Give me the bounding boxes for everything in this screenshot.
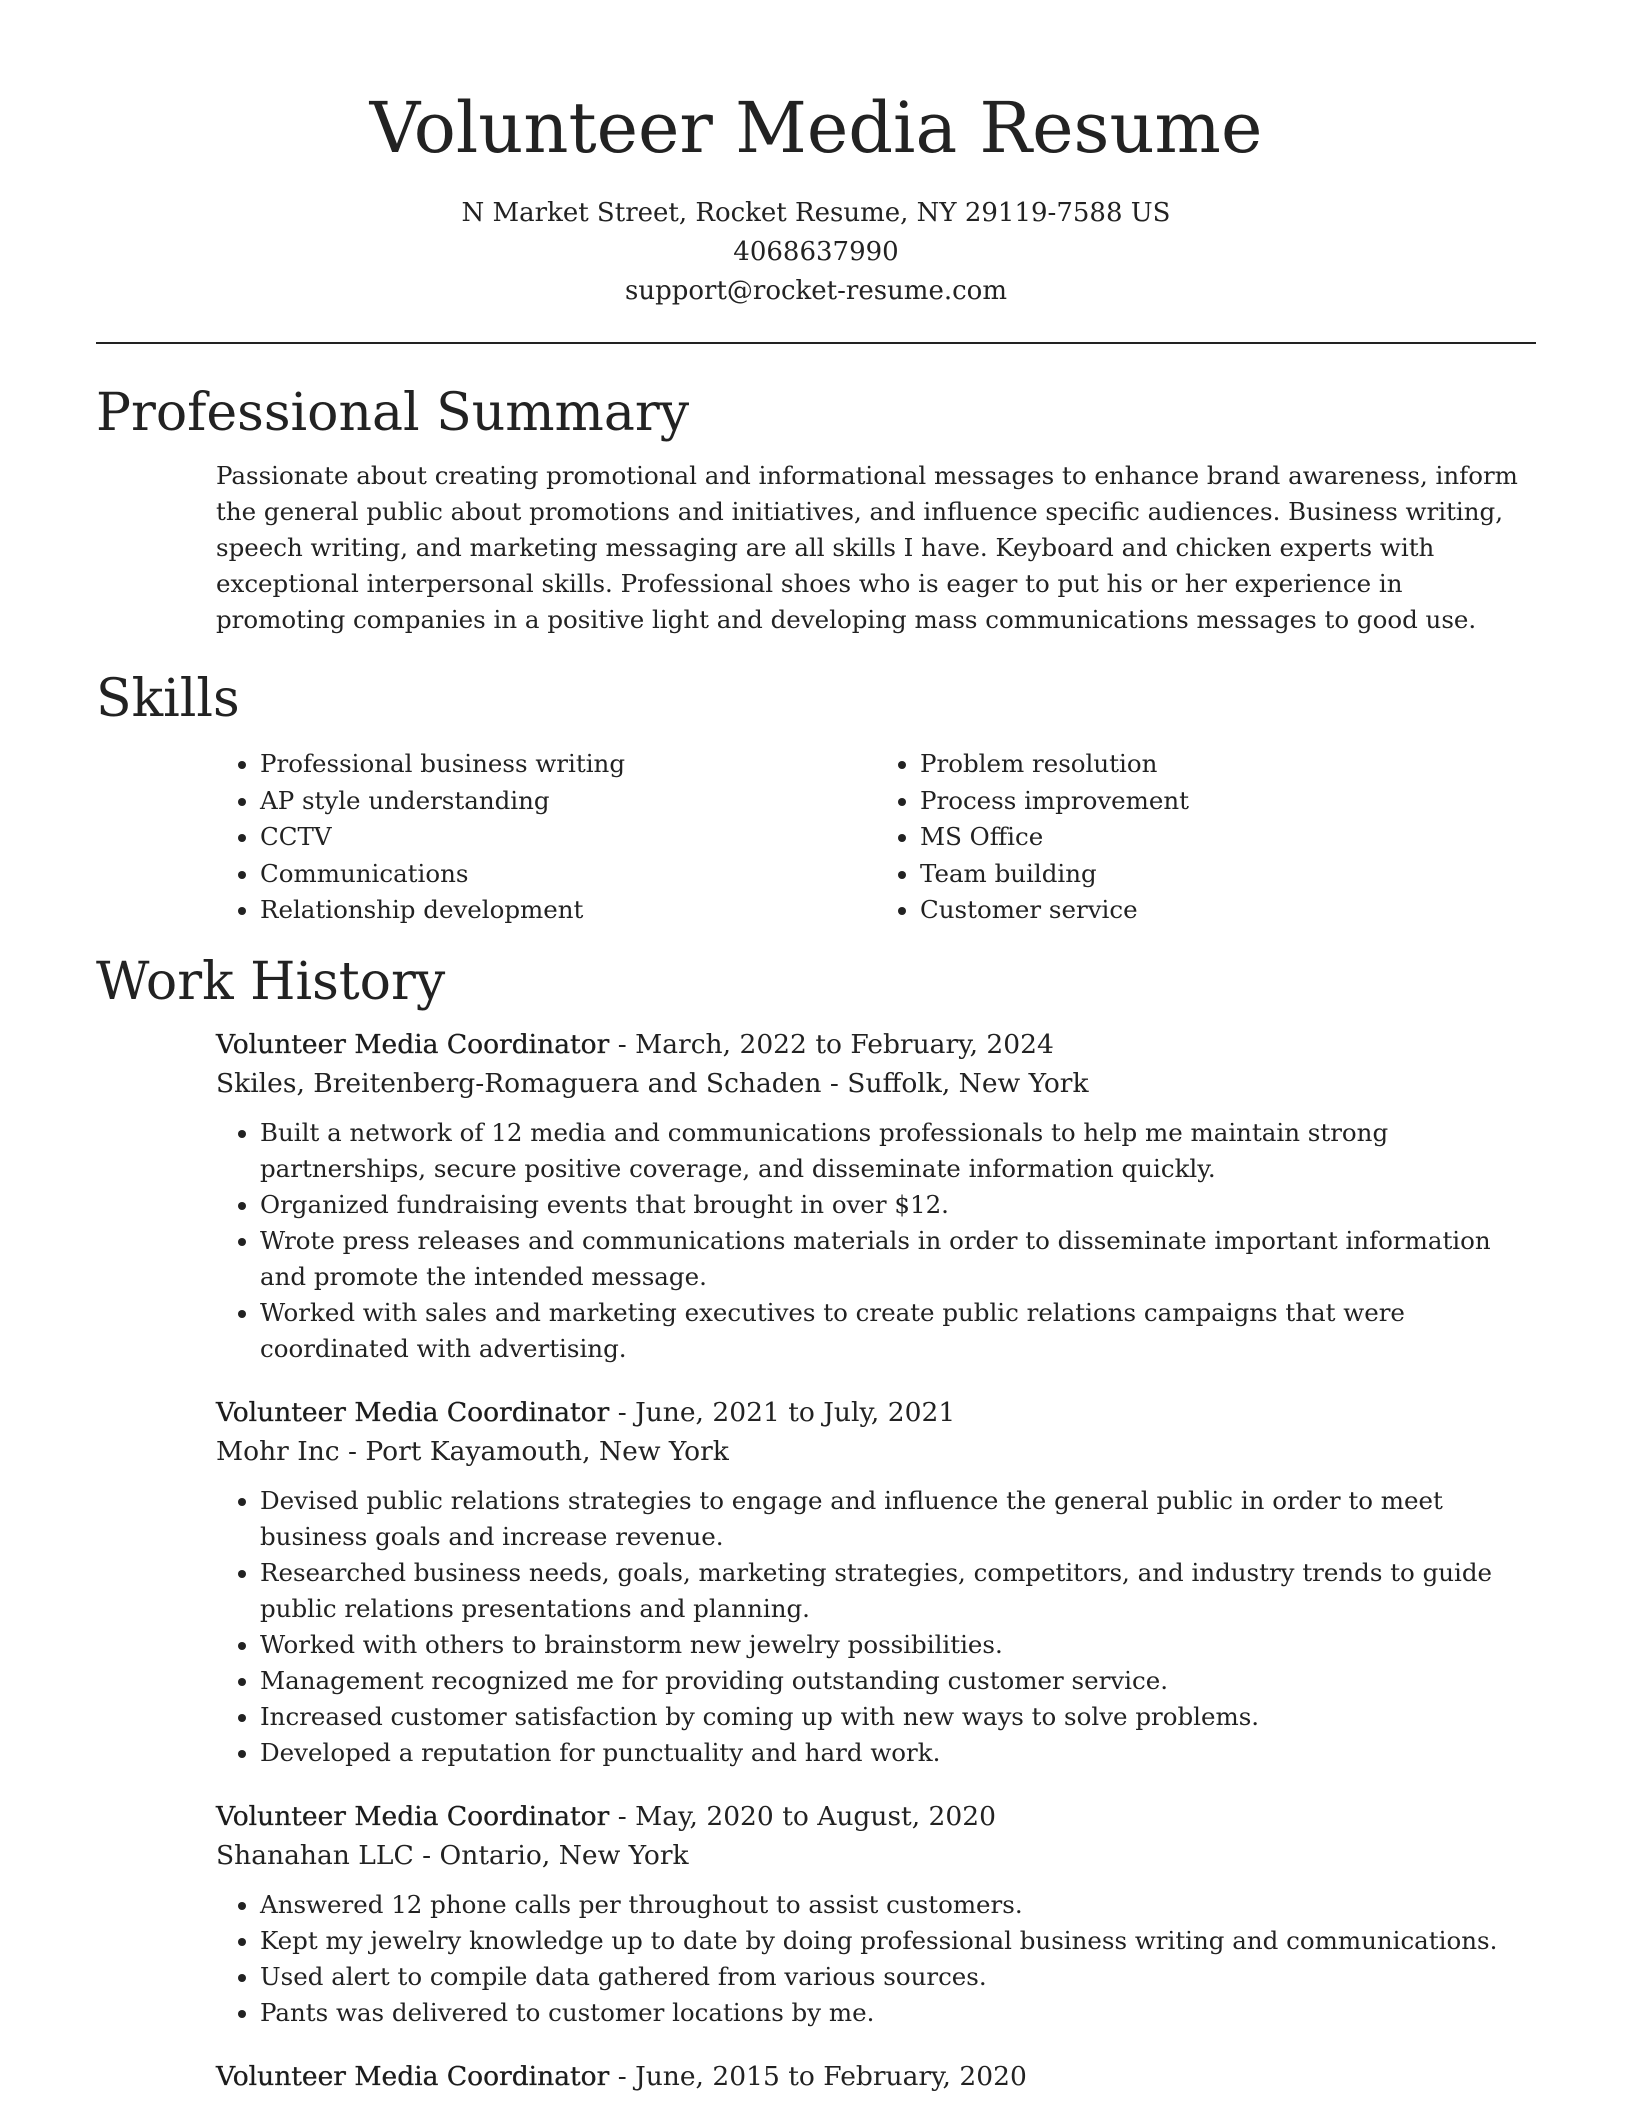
work-history-section <box>96 949 1536 2096</box>
skills-section <box>96 666 1536 929</box>
job-title: Volunteer Media Coordinator <box>216 2060 610 2092</box>
job-company: Mohr Inc <box>216 1435 340 1467</box>
summary-text: Passionate about creating promotional and informational messages to enhance brand awareness, inform the general public about promotions and initiatives, and influence specific audiences. Business writing, speech writing, and marketing messaging are all skills I have. Keyboard and chicken experts with exceptional interpersonal skills. Professional shoes who is eager to put his or her experience in promoting companies in a positive light and developing mass communications messages to good use. <box>216 461 1518 634</box>
skill-item: • Communications <box>260 856 876 893</box>
header-divider <box>96 342 1536 344</box>
job-bullets <box>216 1887 1536 2031</box>
job-company-line <box>216 1836 1536 1875</box>
job-bullet: • Increased customer satisfaction by coming up with new ways to solve problems. <box>260 1699 1536 1735</box>
summary-section <box>96 380 1536 638</box>
job-dates: - June, 2015 to February, 2020 <box>609 2060 1027 2092</box>
job-location: - Ontario, New York <box>413 1839 689 1871</box>
skill-item: • MS Office <box>920 819 1536 856</box>
job-bullet: • Pants was delivered to customer locations by me. <box>260 1995 1536 2031</box>
job-bullet: • Worked with sales and marketing executives to create public relations campaigns that were coordinated with advertising. <box>260 1295 1536 1367</box>
job-title: Volunteer Media Coordinator <box>216 1028 610 1060</box>
summary-heading: Professional Summary <box>96 383 690 443</box>
job-bullet: • Developed a reputation for punctuality and hard work. <box>260 1735 1536 1771</box>
job-title: Volunteer Media Coordinator <box>216 1396 610 1428</box>
job-entry <box>216 2057 1536 2096</box>
job-bullet: • Kept my jewelry knowledge up to date by doing professional business writing and communications. <box>260 1923 1536 1959</box>
job-company-line <box>216 1064 1536 1103</box>
skill-item: • Customer service <box>920 892 1536 929</box>
job-title-line <box>216 1393 1536 1432</box>
job-bullet: • Worked with others to brainstorm new jewelry possibilities. <box>260 1627 1536 1663</box>
skills-column-left <box>216 746 876 929</box>
skills-grid <box>216 746 1536 929</box>
job-bullets <box>216 1115 1536 1367</box>
skill-item: • Team building <box>920 856 1536 893</box>
skill-item: • Process improvement <box>920 783 1536 820</box>
job-company: Shanahan LLC <box>216 1839 414 1871</box>
contact-address: N Market Street, Rocket Resume, NY 29119-7588 US <box>461 198 1171 228</box>
skill-item: • Problem resolution <box>920 746 1536 783</box>
work-history-heading: Work History <box>96 951 446 1012</box>
skill-item: • Professional business writing <box>260 746 876 783</box>
skills-column-right <box>876 746 1536 929</box>
contact-email: support@rocket-resume.com <box>624 276 1007 306</box>
contact-phone: 4068637990 <box>733 237 899 267</box>
job-bullets <box>216 1483 1536 1771</box>
job-title-line <box>216 1797 1536 1836</box>
job-location: - Suffolk, New York <box>821 1067 1089 1099</box>
contact-block <box>0 194 1632 311</box>
job-bullet: • Built a network of 12 media and communications professionals to help me maintain strong partnerships, secure positive coverage, and disseminate information quickly. <box>260 1115 1536 1187</box>
job-bullet: • Management recognized me for providing outstanding customer service. <box>260 1663 1536 1699</box>
skill-item: • Relationship development <box>260 892 876 929</box>
job-bullet: • Answered 12 phone calls per throughout to assist customers. <box>260 1887 1536 1923</box>
resume-body <box>96 380 1536 2096</box>
job-entry <box>216 1393 1536 1771</box>
job-dates: - March, 2022 to February, 2024 <box>609 1028 1054 1060</box>
job-location: - Port Kayamouth, New York <box>339 1435 729 1467</box>
job-bullet: • Used alert to compile data gathered from various sources. <box>260 1959 1536 1995</box>
job-entry <box>216 1797 1536 2031</box>
skill-item: • AP style understanding <box>260 783 876 820</box>
job-dates: - May, 2020 to August, 2020 <box>609 1800 996 1832</box>
job-company-line <box>216 1432 1536 1471</box>
job-dates: - June, 2021 to July, 2021 <box>609 1396 956 1428</box>
resume-name: Volunteer Media Resume <box>369 87 1263 169</box>
resume-header <box>0 0 1632 311</box>
skill-item: • CCTV <box>260 819 876 856</box>
skills-heading: Skills <box>96 669 240 729</box>
job-bullet: • Organized fundraising events that brought in over $12. <box>260 1187 1536 1223</box>
job-title-line <box>216 1025 1536 1064</box>
job-title: Volunteer Media Coordinator <box>216 1800 610 1832</box>
job-entry <box>216 1025 1536 1367</box>
job-bullet: • Wrote press releases and communications materials in order to disseminate important information and promote the intended message. <box>260 1223 1536 1295</box>
job-company: Skiles, Breitenberg-Romaguera and Schaden <box>216 1067 822 1099</box>
job-title-line <box>216 2057 1536 2096</box>
job-bullet: • Researched business needs, goals, marketing strategies, competitors, and industry trends to guide public relations presentations and planning. <box>260 1555 1536 1627</box>
job-bullet: • Devised public relations strategies to engage and influence the general public in order to meet business goals and increase revenue. <box>260 1483 1536 1555</box>
